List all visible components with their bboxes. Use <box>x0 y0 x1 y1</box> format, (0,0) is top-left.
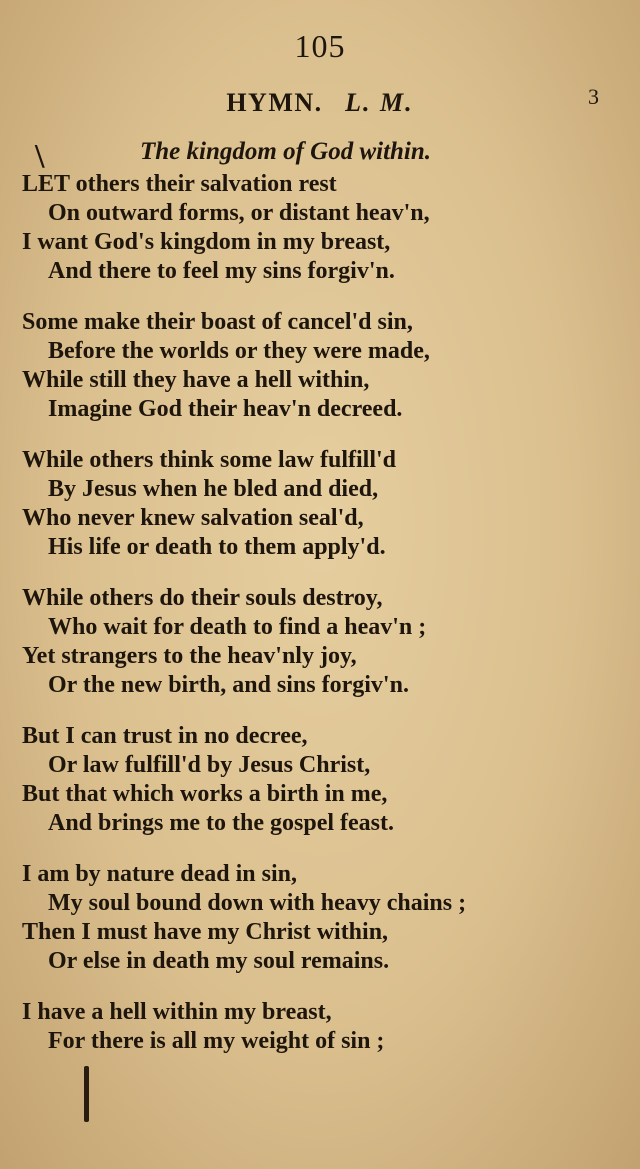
stanza-7 <box>22 998 622 1056</box>
hymn-title <box>0 88 640 118</box>
stanza-2 <box>22 308 622 424</box>
verse-line: Imagine God their heav'n decreed. <box>48 396 403 422</box>
verse-line: Before the worlds or they were made, <box>48 338 430 364</box>
hymn-meter: L. M. <box>345 88 414 117</box>
verse-line: But I can trust in no decree, <box>22 723 308 749</box>
verse-line: By Jesus when he bled and died, <box>48 476 379 502</box>
verse-line: While others do their souls destroy, <box>22 585 383 611</box>
verse-line: LET others their salvation rest <box>22 171 337 197</box>
verse-line: And there to feel my sins forgiv'n. <box>48 258 395 284</box>
margin-ink-mark <box>84 1066 89 1122</box>
verse-line: I want God's kingdom in my breast, <box>22 229 391 255</box>
verse-line: His life or death to them apply'd. <box>48 534 386 560</box>
verse-line: Then I must have my Christ within, <box>22 919 389 945</box>
verse-line: Some make their boast of cancel'd sin, <box>22 309 413 335</box>
verse-line: Or the new birth, and sins forgiv'n. <box>48 672 409 698</box>
stanza-4 <box>22 584 622 700</box>
verse-line: While still they have a hell within, <box>22 367 370 393</box>
verse-line: And brings me to the gospel feast. <box>48 810 394 836</box>
page-number: 105 <box>294 28 346 64</box>
hymn-subtitle: The kingdom of God within. <box>140 138 432 165</box>
verse-line: Or else in death my soul remains. <box>48 948 390 974</box>
drop-cap-ornament: \ <box>35 138 45 175</box>
verse-line: On outward forms, or distant heav'n, <box>48 200 430 226</box>
corner-mark: 3 <box>588 84 599 109</box>
verse-line: But that which works a birth in me, <box>22 781 388 807</box>
verse-line: Who never knew salvation seal'd, <box>22 505 364 531</box>
verse-line: My soul bound down with heavy chains ; <box>48 890 467 916</box>
stanza-6 <box>22 860 622 976</box>
stanza-3 <box>22 446 622 562</box>
verse-line: While others think some law fulfill'd <box>22 447 397 473</box>
verse-line: I have a hell within my breast, <box>22 999 332 1025</box>
verse-line: Or law fulfill'd by Jesus Christ, <box>48 752 371 778</box>
hymn-label: HYMN. <box>226 88 323 117</box>
verses <box>22 170 622 1078</box>
verse-line: I am by nature dead in sin, <box>22 861 297 887</box>
stanza-1 <box>22 170 622 286</box>
verse-line: For there is all my weight of sin ; <box>48 1028 385 1054</box>
verse-line: Yet strangers to the heav'nly joy, <box>22 643 357 669</box>
stanza-5 <box>22 722 622 838</box>
verse-line: Who wait for death to find a heav'n ; <box>48 614 427 640</box>
